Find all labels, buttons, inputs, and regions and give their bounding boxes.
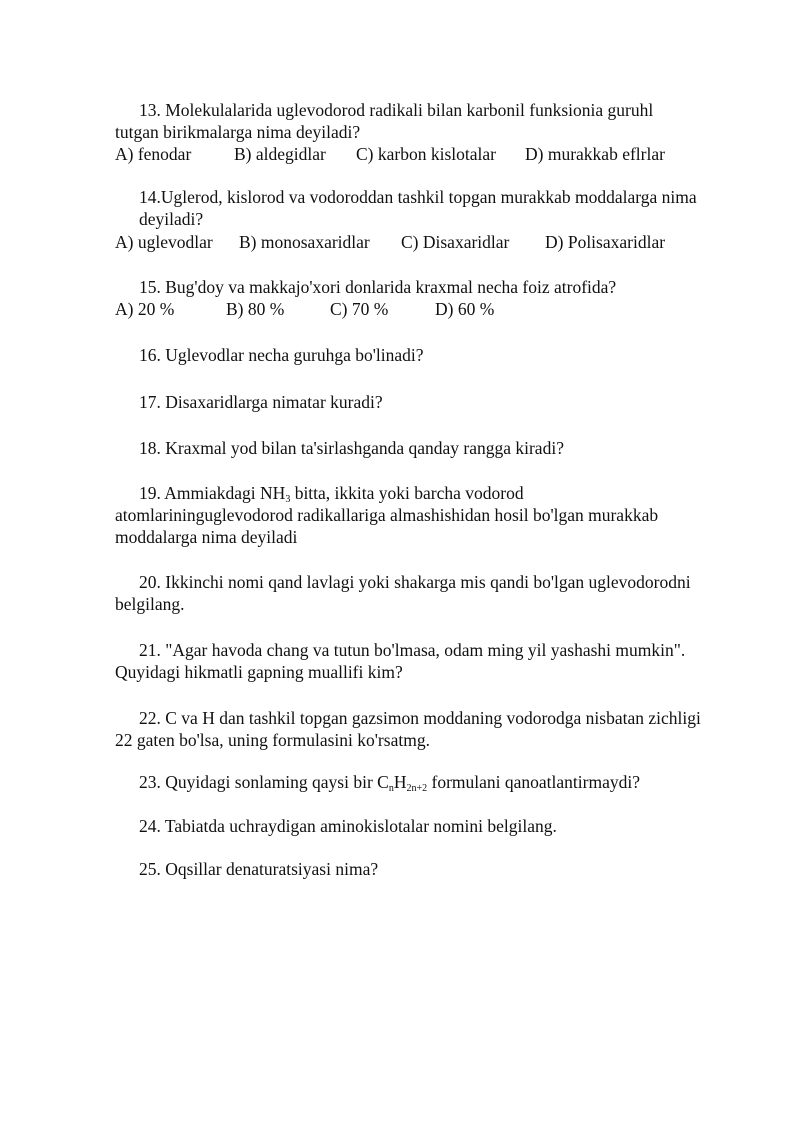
q14-option-a: A) uglevodlar bbox=[115, 232, 213, 252]
q14-text-line1: 14.Uglerod, kislorod va vodoroddan tashkil topgan murakkab moddalarga nima bbox=[139, 187, 697, 207]
q22-text-line2: 22 gaten bo'lsa, uning formulasini ko'rsatmg. bbox=[115, 730, 430, 750]
q17-text: 17. Disaxaridlarga nimatar kuradi? bbox=[139, 392, 383, 412]
q13-option-d: D) murakkab eflrlar bbox=[525, 144, 665, 164]
q15-option-d: D) 60 % bbox=[435, 299, 495, 319]
q21-text-line1: 21. "Agar havoda chang va tutun bo'lmasa, odam ming yil yashashi mumkin". bbox=[139, 640, 686, 660]
q23-subscript-n: n bbox=[388, 783, 394, 794]
q19-line1-pre: 19. Ammiakdagi NH bbox=[139, 483, 286, 503]
q13-option-b: B) aldegidlar bbox=[234, 144, 326, 164]
q14-option-d: D) Polisaxaridlar bbox=[545, 232, 666, 252]
q15-option-c: C) 70 % bbox=[330, 299, 389, 319]
q19-text-line3: moddalarga nima deyiladi bbox=[115, 527, 298, 547]
q14-option-b: B) monosaxaridlar bbox=[239, 232, 370, 252]
q14-options bbox=[115, 231, 715, 253]
q21-text-line2: Quyidagi hikmatli gapning muallifi kim? bbox=[115, 662, 403, 682]
q19-subscript-3: 3 bbox=[285, 494, 291, 505]
q16-text: 16. Uglevodlar necha guruhga bo'linadi? bbox=[139, 345, 424, 365]
q13-text-line1: 13. Molekulalarida uglevodorod radikali bilan karbonil funksionia guruhl bbox=[139, 100, 654, 120]
q13-options bbox=[115, 143, 715, 165]
q23-text bbox=[139, 771, 640, 793]
q22-text-line1: 22. C va H dan tashkil topgan gazsimon moddaning vodorodga nisbatan zichligi bbox=[139, 708, 701, 728]
q20-text-line1: 20. Ikkinchi nomi qand lavlagi yoki shakarga mis qandi bo'lgan uglevodorodni bbox=[139, 572, 691, 592]
q15-options bbox=[115, 298, 715, 320]
q18-text: 18. Kraxmal yod bilan ta'sirlashganda qanday rangga kiradi? bbox=[139, 438, 564, 458]
q13-option-c: C) karbon kislotalar bbox=[356, 144, 496, 164]
q13-option-a: A) fenodar bbox=[115, 144, 192, 164]
q15-option-a: A) 20 % bbox=[115, 299, 175, 319]
q23-post: formulani qanoatlantirmaydi? bbox=[427, 772, 640, 792]
q13-text-line2: tutgan birikmalarga nima deyiladi? bbox=[115, 122, 361, 142]
q19-text-line2: atomlarininguglevodorod radikallariga almashishidan hosil bo'lgan murakkab bbox=[115, 505, 659, 525]
q14-text-line2: deyiladi? bbox=[139, 209, 204, 229]
q25-text: 25. Oqsillar denaturatsiyasi nima? bbox=[139, 859, 379, 879]
q23-pre: 23. Quyidagi sonlaming qaysi bir C bbox=[139, 772, 389, 792]
q19-line1-post: bitta, ikkita yoki barcha vodorod bbox=[290, 483, 524, 503]
q23-subscript-2n2: 2n+2 bbox=[406, 783, 428, 794]
q20-text-line2: belgilang. bbox=[115, 594, 185, 614]
q14-option-c: C) Disaxaridlar bbox=[401, 232, 510, 252]
q19-text-line1 bbox=[139, 482, 524, 504]
q15-option-b: B) 80 % bbox=[226, 299, 285, 319]
q23-hydrogen: H bbox=[393, 772, 407, 792]
q15-text-line1: 15. Bug'doy va makkajo'xori donlarida kraxmal necha foiz atrofida? bbox=[139, 277, 617, 297]
q24-text: 24. Tabiatda uchraydigan aminokislotalar nomini belgilang. bbox=[139, 816, 557, 836]
